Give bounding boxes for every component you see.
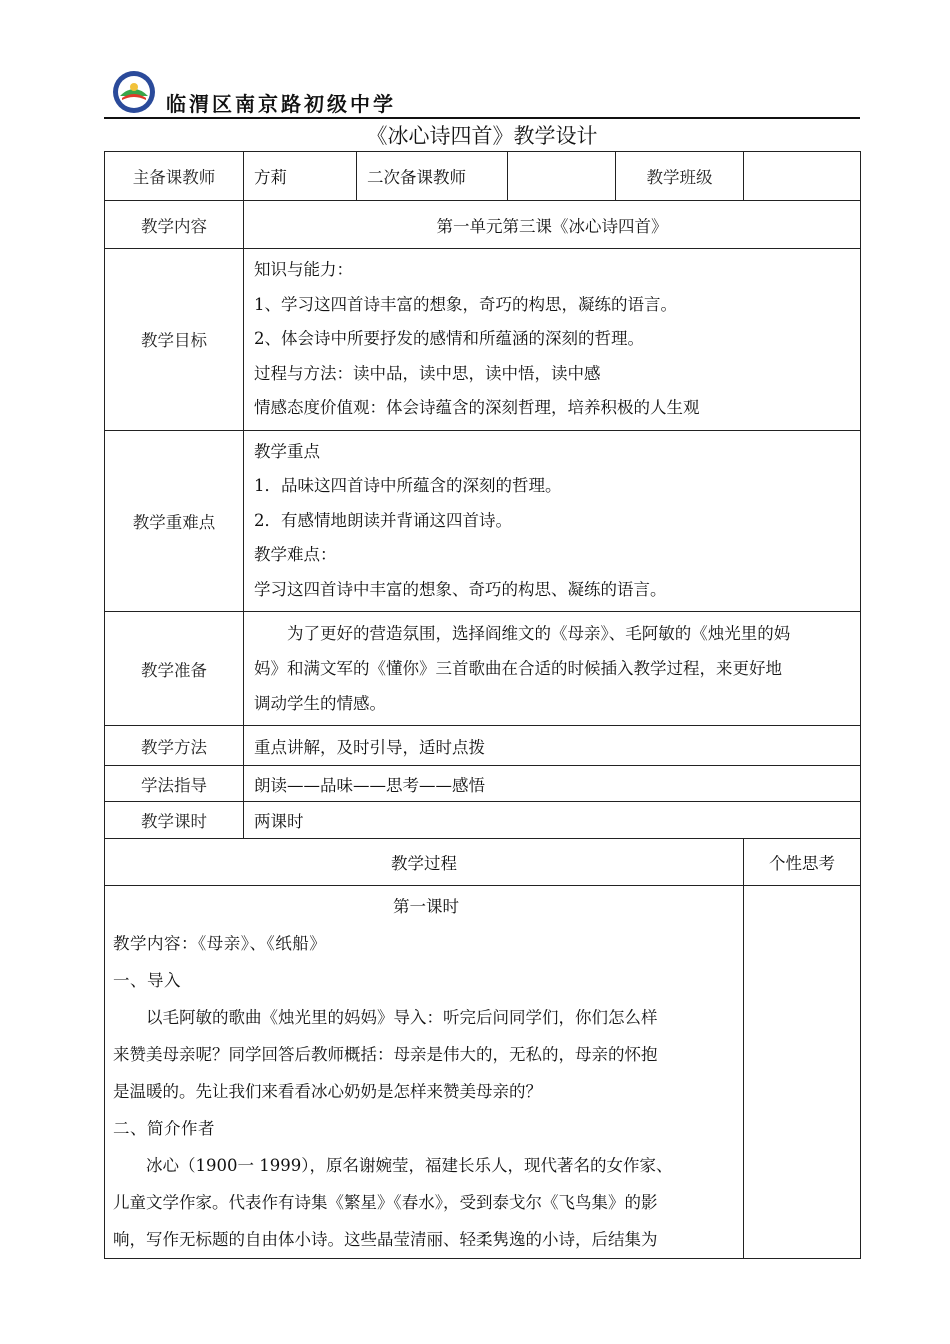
study-guide-row (105, 766, 861, 802)
method-label: 教学方法 (105, 726, 244, 766)
goals-row (105, 249, 861, 431)
goals-label: 教学目标 (105, 249, 244, 431)
thoughts-header-label: 个性思考 (744, 839, 861, 886)
key-points-line: 学习这四首诗中丰富的想象、奇巧的构思、凝练的语言。 (254, 579, 667, 599)
preparation-content (244, 612, 861, 726)
process-header-label: 教学过程 (105, 839, 744, 886)
process-line: 二、简介作者 (113, 1119, 215, 1138)
page-header (104, 66, 860, 118)
process-line: 一、导入 (113, 971, 181, 990)
class-value (744, 152, 861, 201)
method-row (105, 726, 861, 766)
periods-label: 教学课时 (105, 802, 244, 839)
goals-line: 知识与能力： (254, 260, 353, 279)
key-points-content (244, 430, 861, 612)
key-points-line: 教学难点： (254, 545, 337, 564)
preparation-line: 调动学生的情感。 (254, 694, 386, 713)
goals-line: 2、体会诗中所要抒发的感情和所蕴涵的深刻的哲理。 (254, 329, 644, 348)
study-guide-value: 朗读——品味——思考——感悟 (244, 766, 861, 802)
key-points-line: 2．有感情地朗读并背诵这四首诗。 (254, 510, 512, 530)
periods-row (105, 802, 861, 839)
content-row (105, 201, 861, 249)
lesson-plan-table (104, 151, 861, 1259)
goals-line: 情感态度价值观：体会诗蕴含的深刻哲理，培养积极的人生观 (254, 398, 700, 417)
process-line: 来赞美母亲呢？同学回答后教师概括：母亲是伟大的，无私的，母亲的怀抱 (113, 1045, 658, 1064)
second-teacher-value (508, 152, 616, 201)
process-body-row (105, 886, 861, 1259)
preparation-row (105, 612, 861, 726)
key-points-row (105, 430, 861, 612)
info-row (105, 152, 861, 201)
process-line: 以毛阿敏的歌曲《烛光里的妈妈》导入：听完后问同学们，你们怎么样 (146, 1008, 658, 1027)
preparation-label: 教学准备 (105, 612, 244, 726)
header-divider (104, 117, 860, 119)
periods-value: 两课时 (244, 802, 861, 839)
document-title: 《冰心诗四首》教学设计 (366, 124, 598, 148)
school-name: 临渭区南京路初级中学 (166, 92, 396, 116)
process-line: 响，写作无标题的自由体小诗。这些晶莹清丽、轻柔隽逸的小诗，后结集为 (113, 1230, 658, 1249)
content-value: 第一单元第三课《冰心诗四首》 (244, 201, 861, 249)
key-points-label: 教学重难点 (105, 430, 244, 612)
process-header-row (105, 839, 861, 886)
main-teacher-label: 主备课教师 (105, 152, 244, 201)
preparation-line: 妈》和满文军的《懂你》三首歌曲在合适的时候插入教学过程，来更好地 (254, 659, 782, 678)
school-emblem-icon (112, 70, 156, 114)
content-label: 教学内容 (105, 201, 244, 249)
preparation-line: 为了更好的营造氛围，选择阎维文的《母亲》、毛阿敏的《烛光里的妈 (287, 624, 791, 643)
process-line: 教学内容：《母亲》、《纸船》 (113, 934, 327, 953)
key-points-line: 教学重点 (254, 441, 320, 461)
thoughts-content (744, 886, 861, 1259)
goals-line: 过程与方法：读中品，读中思，读中悟，读中感 (254, 363, 601, 383)
class-label: 教学班级 (616, 152, 744, 201)
process-line: 第一课时 (393, 897, 459, 916)
study-guide-label: 学法指导 (105, 766, 244, 802)
goals-line: 1、学习这四首诗丰富的想象，奇巧的构思，凝练的语言。 (254, 294, 677, 314)
key-points-line: 1．品味这四首诗中所蕴含的深刻的哲理。 (254, 476, 562, 495)
second-teacher-label: 二次备课教师 (357, 152, 508, 201)
process-content (105, 886, 744, 1259)
method-value: 重点讲解，及时引导，适时点拨 (244, 726, 861, 766)
process-line: 儿童文学作家。代表作有诗集《繁星》《春水》，受到泰戈尔《飞鸟集》的影 (113, 1193, 658, 1212)
process-line: 是温暖的。先让我们来看看冰心奶奶是怎样来赞美母亲的？ (113, 1082, 542, 1101)
goals-content (244, 249, 861, 431)
main-teacher-value: 方莉 (244, 152, 357, 201)
process-line: 冰心（1900一 1999），原名谢婉莹，福建长乐人，现代著名的女作家、 (146, 1156, 673, 1175)
